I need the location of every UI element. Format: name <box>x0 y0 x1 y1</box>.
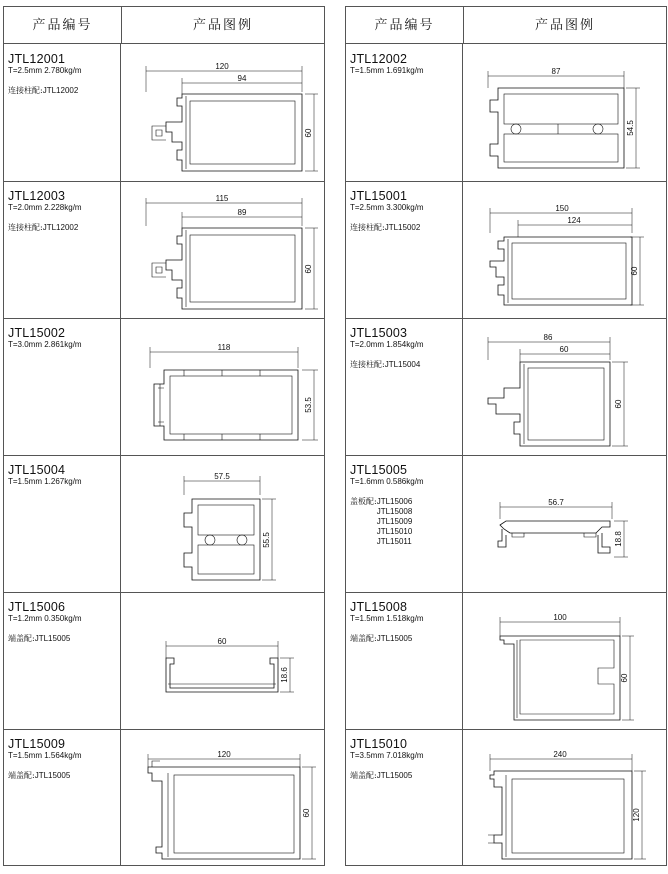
product-connection <box>8 634 120 644</box>
product-figure <box>464 181 666 318</box>
profile-drawing-jtl15005 <box>464 455 665 591</box>
product-info <box>346 455 463 592</box>
product-spec: T=2.5mm 3.300kg/m <box>350 203 424 212</box>
product-connection <box>350 360 462 370</box>
header-product-figure: 产品图例 <box>534 17 595 32</box>
product-figure <box>122 592 324 729</box>
product-row <box>346 181 666 319</box>
product-code: JTL12003 <box>8 189 66 203</box>
dimension-height: 54.5 <box>626 120 635 136</box>
connection-part: JTL15010 <box>376 527 413 536</box>
product-row <box>346 44 666 182</box>
product-figure <box>122 318 324 455</box>
product-code: JTL15009 <box>8 737 66 751</box>
dimension-height: 60 <box>304 128 313 138</box>
dimension-height: 60 <box>614 399 623 409</box>
dimension-width: 60 <box>217 637 227 646</box>
product-spec: T=1.5mm 1.691kg/m <box>350 66 424 75</box>
connection-label: 连接柱配: <box>350 223 385 232</box>
product-info <box>346 729 463 866</box>
connection-part: JTL15005 <box>34 634 71 643</box>
profile-drawing-jtl15008 <box>464 592 665 728</box>
product-info <box>4 729 121 866</box>
profile-drawing-jtl15001 <box>464 181 665 317</box>
product-info <box>4 592 121 729</box>
product-row <box>4 44 324 182</box>
profile-drawing-jtl15004 <box>122 455 323 591</box>
connection-part: JTL15005 <box>376 771 413 780</box>
profile-drawing-jtl12003 <box>122 181 323 317</box>
product-row <box>4 455 324 593</box>
dimension-height: 60 <box>630 266 639 276</box>
connection-part: JTL15005 <box>34 771 71 780</box>
product-figure <box>464 455 666 592</box>
product-figure <box>122 729 324 866</box>
product-row <box>4 181 324 319</box>
product-info <box>346 181 463 318</box>
profile-drawing-jtl12002 <box>464 44 665 180</box>
connection-part: JTL15006 <box>376 497 413 506</box>
connection-part: JTL15011 <box>376 537 412 546</box>
dimension-height: 18.6 <box>280 667 289 683</box>
product-code: JTL15004 <box>8 463 66 477</box>
dimension-width: 118 <box>217 343 231 352</box>
product-connection <box>8 223 120 233</box>
connection-part: JTL15008 <box>376 507 413 516</box>
product-figure <box>464 44 666 181</box>
product-spec: T=3.0mm 2.861kg/m <box>8 340 82 349</box>
product-spec: T=1.5mm 1.518kg/m <box>350 614 424 623</box>
product-info <box>4 181 121 318</box>
dimension-width: 240 <box>553 750 567 759</box>
dimension-height: 60 <box>304 264 313 274</box>
dimension-height: 55.5 <box>262 532 271 548</box>
product-row <box>346 455 666 593</box>
connection-label: 连接柱配: <box>8 223 43 232</box>
product-spec: T=2.0mm 1.854kg/m <box>350 340 424 349</box>
connection-label: 端盖配: <box>8 771 35 780</box>
connection-label: 盖板配: <box>350 497 377 506</box>
profile-drawing-jtl15003 <box>464 318 665 454</box>
product-code: JTL12001 <box>8 52 66 66</box>
connection-part: JTL15004 <box>384 360 421 369</box>
product-row <box>4 318 324 456</box>
profile-drawing-jtl15010 <box>464 729 665 865</box>
connection-part: JTL12002 <box>42 86 79 95</box>
product-figure <box>122 455 324 592</box>
dimension-width: 120 <box>217 750 231 759</box>
dimension-width: 57.5 <box>214 472 230 481</box>
catalog-table-left <box>3 6 325 866</box>
product-row <box>346 318 666 456</box>
profile-drawing-jtl12001 <box>122 44 323 180</box>
product-connection <box>8 771 120 781</box>
product-spec: T=1.6mm 0.586kg/m <box>350 477 424 486</box>
product-info <box>4 455 121 592</box>
connection-part: JTL15005 <box>376 634 413 643</box>
product-info <box>346 318 463 455</box>
profile-drawing-jtl15002 <box>122 318 323 454</box>
product-row <box>4 729 324 866</box>
product-figure <box>464 592 666 729</box>
product-connection <box>8 86 120 96</box>
product-spec: T=1.5mm 1.267kg/m <box>8 477 82 486</box>
dimension-height: 53.5 <box>304 397 313 413</box>
dimension-width: 150 <box>555 204 569 213</box>
product-info <box>4 318 121 455</box>
connection-part: JTL12002 <box>42 223 79 232</box>
dimension-width: 115 <box>215 194 229 203</box>
dimension-width: 120 <box>215 62 229 71</box>
dimension-inner-width: 60 <box>559 345 569 354</box>
connection-label: 端盖配: <box>350 771 377 780</box>
header-product-figure: 产品图例 <box>192 17 253 32</box>
product-code: JTL15008 <box>350 600 408 614</box>
dimension-height: 18.8 <box>614 531 623 547</box>
profile-drawing-jtl15009 <box>122 729 323 865</box>
product-code: JTL15002 <box>8 326 66 340</box>
product-info <box>346 592 463 729</box>
table-header <box>4 7 324 44</box>
product-code: JTL15001 <box>350 189 408 203</box>
dimension-height: 120 <box>632 808 641 822</box>
product-figure <box>122 181 324 318</box>
header-product-code: 产品编号 <box>4 7 122 43</box>
connection-part: JTL15009 <box>376 517 413 526</box>
profile-drawing-jtl15006 <box>122 592 323 728</box>
dimension-width: 100 <box>553 613 567 622</box>
dimension-inner-width: 124 <box>567 216 581 225</box>
dimension-height: 60 <box>302 808 311 818</box>
product-code: JTL15003 <box>350 326 408 340</box>
header-product-code: 产品编号 <box>346 7 464 43</box>
product-spec: T=1.5mm 1.564kg/m <box>8 751 82 760</box>
dimension-width: 56.7 <box>548 498 564 507</box>
connection-label: 端盖配: <box>350 634 377 643</box>
connection-label: 端盖配: <box>8 634 35 643</box>
dimension-width: 87 <box>551 67 561 76</box>
dimension-inner-width: 94 <box>237 74 247 83</box>
product-code: JTL15005 <box>350 463 408 477</box>
product-info <box>4 44 121 181</box>
product-connection <box>350 634 462 644</box>
product-connection <box>350 771 462 781</box>
product-row <box>346 729 666 866</box>
product-spec: T=2.0mm 2.228kg/m <box>8 203 82 212</box>
dimension-width: 86 <box>543 333 553 342</box>
table-header <box>346 7 666 44</box>
product-spec: T=2.5mm 2.780kg/m <box>8 66 82 75</box>
product-code: JTL15006 <box>8 600 66 614</box>
product-connection <box>350 497 462 547</box>
product-spec: T=3.5mm 7.018kg/m <box>350 751 424 760</box>
product-info <box>346 44 463 181</box>
product-figure <box>122 44 324 181</box>
product-spec: T=1.2mm 0.350kg/m <box>8 614 82 623</box>
product-code: JTL15010 <box>350 737 408 751</box>
dimension-height: 60 <box>620 673 629 683</box>
product-figure <box>464 729 666 866</box>
connection-label: 连接柱配: <box>8 86 43 95</box>
connection-label: 连接柱配: <box>350 360 385 369</box>
catalog-table-right <box>345 6 667 866</box>
dimension-inner-width: 89 <box>237 208 247 217</box>
product-code: JTL12002 <box>350 52 408 66</box>
product-connection <box>350 223 462 233</box>
product-figure <box>464 318 666 455</box>
product-row <box>346 592 666 730</box>
product-row <box>4 592 324 730</box>
connection-part: JTL15002 <box>384 223 421 232</box>
